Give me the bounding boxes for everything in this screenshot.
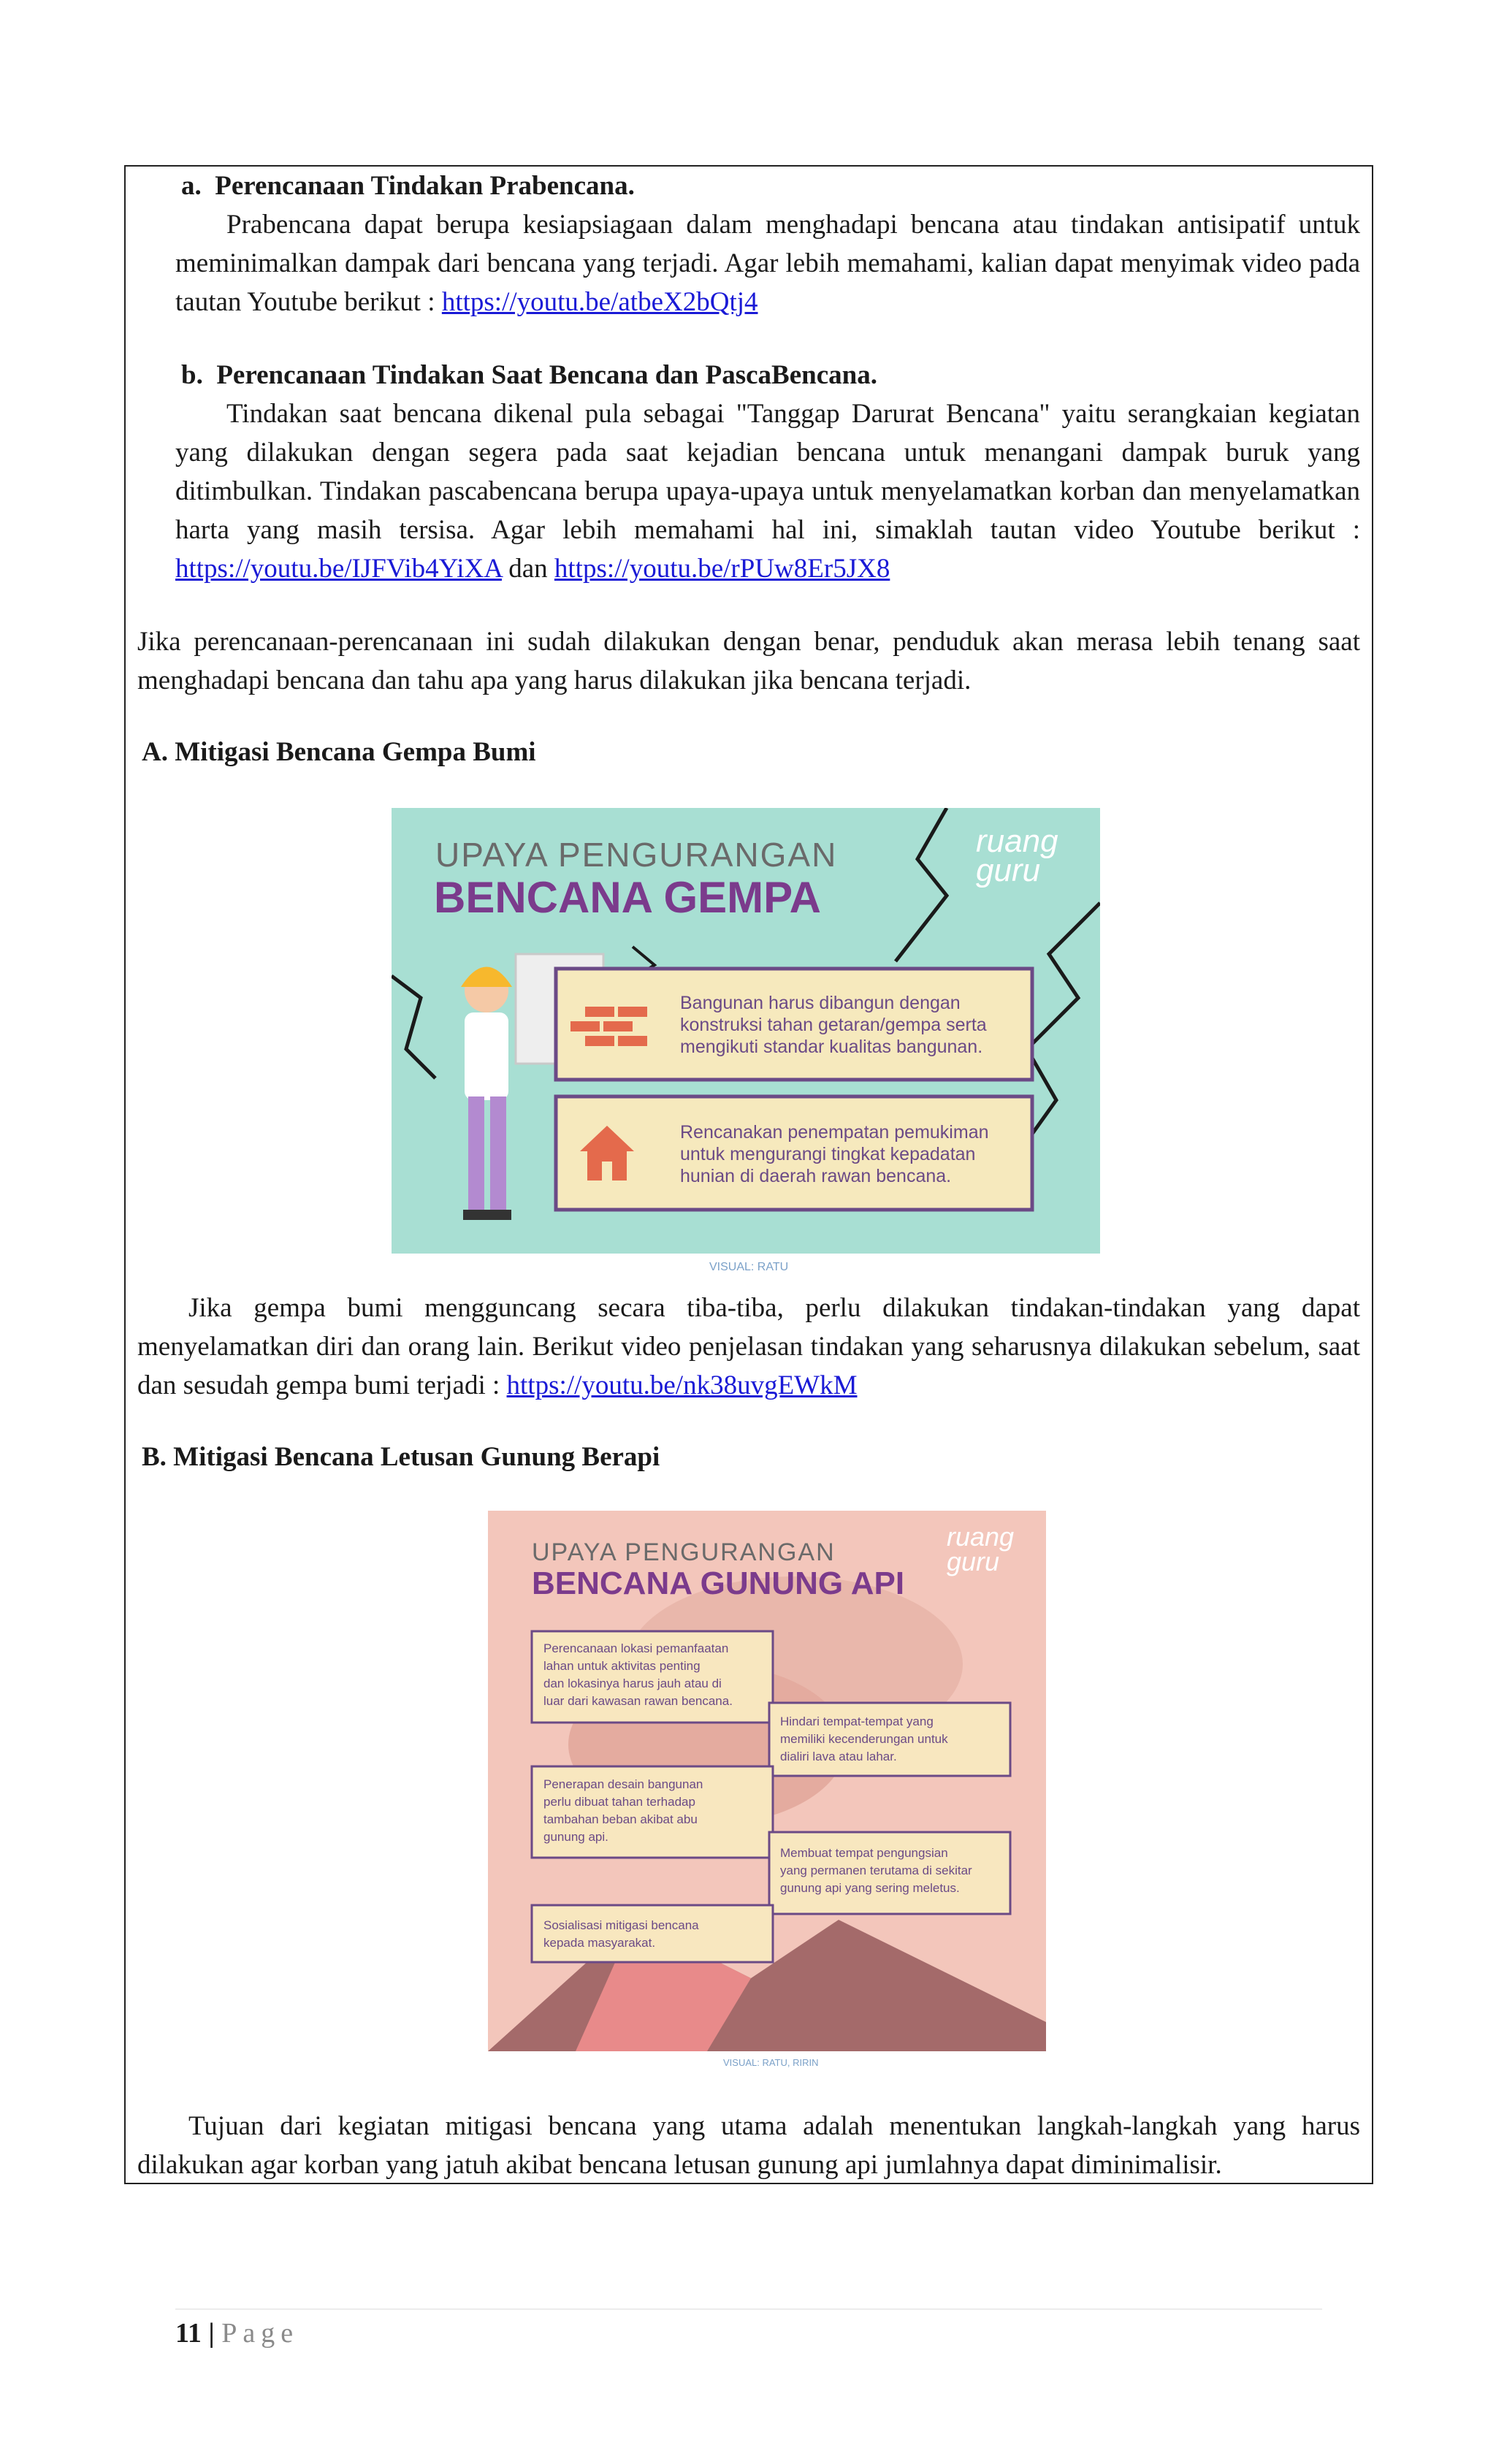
gempa-box2-line2: untuk mengurangi tingkat kepadatan (680, 1144, 976, 1164)
section-b-body (175, 394, 1360, 588)
infographic-gunung-api-svg (488, 1511, 1046, 2073)
section-A-title: A. Mitigasi Bencana Gempa Bumi (142, 737, 536, 767)
gunung-credit: VISUAL: RATU, RIRIN (723, 2057, 819, 2068)
summary-paragraph: Jika perencanaan-perencanaan ini sudah dilakukan dengan benar, penduduk akan merasa lebih tenang saat menghadapi bencana dan tahu apa yang harus dilakukan jika bencana terjadi. (137, 627, 1360, 695)
page-separator: | (201, 2318, 222, 2349)
gempa-heading-2: BENCANA GEMPA (434, 873, 822, 922)
section-B-body (137, 2107, 1360, 2184)
section-a-title: a. Perencanaan Tindakan Prabencana. (181, 171, 635, 201)
gempa-credit: VISUAL: RATU (709, 1261, 789, 1273)
gunung-box4-line2: yang permanen terutama di sekitar (780, 1864, 972, 1877)
page-label: Page (221, 2318, 299, 2349)
section-a-link[interactable]: https://youtu.be/atbeX2bQtj4 (441, 287, 758, 317)
infographic-gunung-api (488, 1511, 1046, 2073)
section-B-text: Tujuan dari kegiatan mitigasi bencana yang utama adalah menentukan langkah-langkah yang harus dilakukan agar korban yang jatuh akibat bencana letusan gunung api jumlahnya dapat diminimalisir. (137, 2111, 1360, 2180)
gunung-box1-line1: Perencanaan lokasi pemanfaatan (543, 1641, 729, 1655)
gunung-box3-line4: gunung api. (543, 1830, 608, 1844)
gempa-box1-line1: Bangunan harus dibangun dengan (680, 993, 961, 1013)
section-A-link[interactable]: https://youtu.be/nk38uvgEWkM (506, 1370, 858, 1400)
gunung-heading-2: BENCANA GUNUNG API (532, 1565, 905, 1601)
gempa-box2-line3: hunian di daerah rawan bencana. (680, 1166, 952, 1186)
gunung-box1-line4: luar dari kawasan rawan bencana. (543, 1694, 733, 1708)
gempa-heading-1: UPAYA PENGURANGAN (435, 836, 838, 874)
page-footer (175, 2314, 299, 2352)
gunung-box4-line1: Membuat tempat pengungsian (780, 1846, 948, 1860)
gempa-brand-2: guru (976, 853, 1041, 888)
gunung-box5-line2: kepada masyarakat. (543, 1936, 656, 1950)
gempa-box1-line3: mengikuti standar kualitas bangunan. (680, 1037, 983, 1057)
page-number: 11 (175, 2318, 202, 2349)
gunung-box1-line3: dan lokasinya harus jauh atau di (543, 1677, 722, 1690)
infographic-gempa (392, 808, 1100, 1279)
section-b-connector: dan (501, 554, 554, 584)
gunung-box1-line2: lahan untuk aktivitas penting (543, 1659, 701, 1673)
section-A-body (137, 1289, 1360, 1405)
gunung-box5-line1: Sosialisasi mitigasi bencana (543, 1918, 699, 1932)
section-a-body (175, 205, 1360, 321)
gempa-box1-line2: konstruksi tahan getaran/gempa serta (680, 1015, 987, 1035)
infographic-gempa-svg (392, 808, 1100, 1279)
gunung-box2-line3: dialiri lava atau lahar. (780, 1750, 897, 1763)
section-B-title: B. Mitigasi Bencana Letusan Gunung Berapi (142, 1442, 660, 1472)
section-b-title: b. Perencanaan Tindakan Saat Bencana dan PascaBencana. (181, 360, 877, 390)
gempa-box2-line1: Rencanakan penempatan pemukiman (680, 1122, 989, 1143)
gunung-box3-line1: Penerapan desain bangunan (543, 1777, 703, 1791)
gunung-box3-line2: perlu dibuat tahan terhadap (543, 1795, 695, 1809)
section-b-link-2[interactable]: https://youtu.be/rPUw8Er5JX8 (554, 554, 890, 584)
gunung-brand-2: guru (947, 1546, 1000, 1576)
gempa-brand-1: ruang (976, 823, 1058, 859)
gunung-brand-1: ruang (947, 1522, 1015, 1552)
gunung-box2-line2: memiliki kecenderungan untuk (780, 1732, 948, 1746)
gunung-box2-line1: Hindari tempat-tempat yang (780, 1714, 934, 1728)
gunung-heading-1: UPAYA PENGURANGAN (532, 1538, 836, 1566)
section-b-text: Tindakan saat bencana dikenal pula sebagai "Tanggap Darurat Bencana" yaitu serangkaian kegiatan yang dilakukan dengan segera pada saat kejadian bencana untuk menangani dampak buruk yang ditimbulkan. Tindakan pascabencana berupa upaya-upaya untuk menyelamatkan korban dan menyelamatkan harta yang masih tersisa. Agar lebih memahami hal ini, simaklah tautan video Youtube berikut : (175, 399, 1360, 545)
gunung-box4-line3: gunung api yang sering meletus. (780, 1881, 960, 1895)
section-A-text: Jika gempa bumi mengguncang secara tiba-tiba, perlu dilakukan tindakan-tindakan yang dapat menyelamatkan diri dan orang lain. Berikut video penjelasan tindakan yang seharusnya dilakukan sebelum, saat dan sesudah gempa bumi terjadi : (137, 1293, 1360, 1400)
section-a-text: Prabencana dapat berupa kesiapsiagaan dalam menghadapi bencana atau tindakan antisipatif untuk meminimalkan dampak dari bencana yang terjadi. Agar lebih memahami, kalian dapat menyimak video pada tautan Youtube berikut : (175, 210, 1360, 317)
gunung-box3-line3: tambahan beban akibat abu (543, 1812, 698, 1826)
footer-divider (175, 2308, 1322, 2310)
section-b-link-1[interactable]: https://youtu.be/IJFVib4YiXA (175, 554, 502, 584)
